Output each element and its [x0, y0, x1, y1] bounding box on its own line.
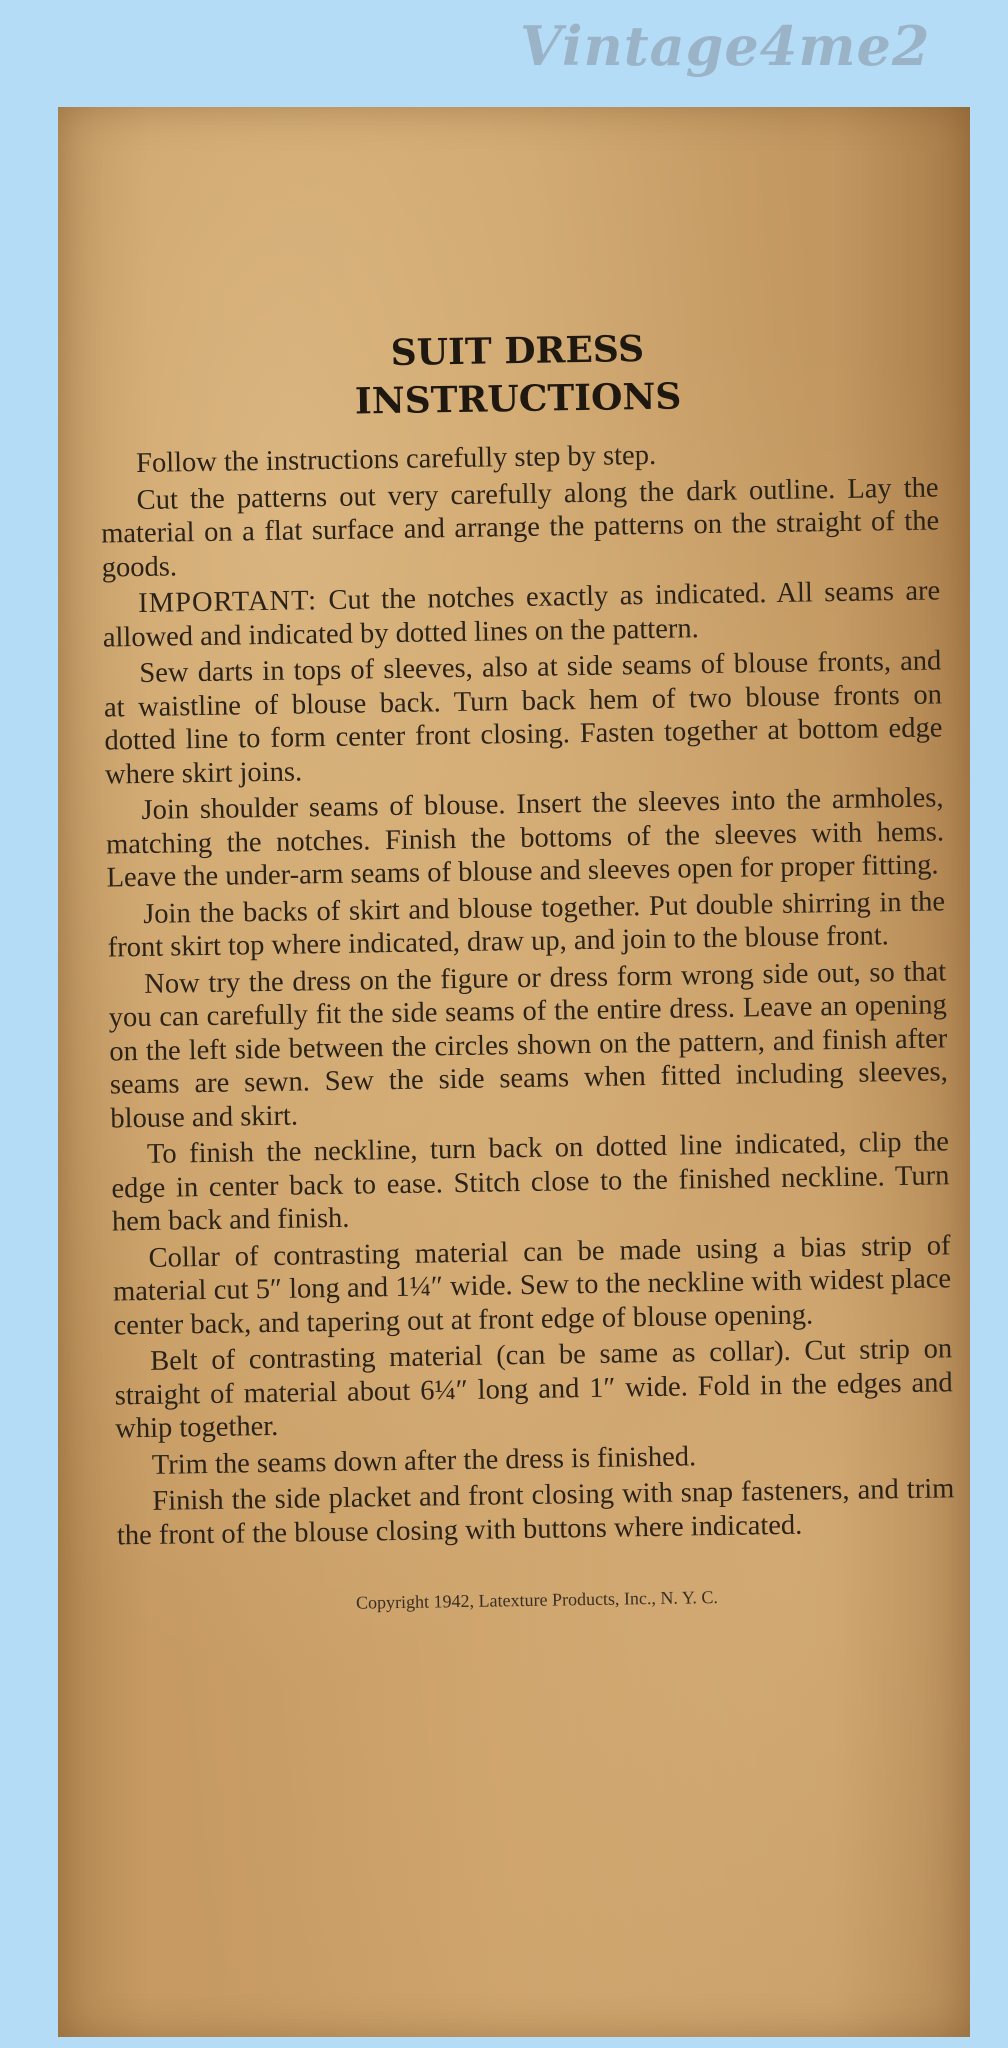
important-paragraph: IMPORTANT: Cut the notches exactly as indicated. All seams are allowed and indicated by dotted lines on the pattern. — [102, 575, 941, 654]
important-label: IMPORTANT: — [138, 585, 318, 619]
title-line-1: SUIT DRESS — [390, 328, 645, 374]
instruction-sheet — [58, 107, 970, 2037]
instruction-text — [98, 320, 956, 1617]
instruction-paragraph: Belt of contrasting material (can be same as collar). Cut strip on straight of material about 6¼″ long and 1″ wide. Fold in the edges and whip together. — [114, 1333, 953, 1445]
instruction-paragraph: Now try the dress on the figure or dress form wrong side out, so that you can carefully fit the side seams of the entire dress. Leave an opening on the left side between the circles shown on the pattern, and finish after seams are sewn. Sew the side seams when fitted including sleeves, blouse and skirt. — [108, 955, 948, 1134]
watermark-logo: Vintage4me2 — [520, 14, 931, 78]
instruction-paragraph: Finish the side placket and front closing with snap fasteners, and trim the front of the blouse closing with buttons where indicated. — [116, 1473, 955, 1551]
title-line-2: INSTRUCTIONS — [354, 375, 682, 423]
instruction-paragraph: Cut the patterns out very carefully along the dark outline. Lay the material on a flat surface and arrange the patterns on the straight of the goods. — [100, 471, 940, 584]
instruction-paragraph: To finish the neckline, turn back on dotted line indicated, clip the edge in center back to ease. Stitch close to the finished neckline. Turn hem back and finish. — [111, 1126, 950, 1238]
instruction-paragraph: Join the backs of skirt and blouse together. Put double shirring in the front skirt top where indicated, draw up, and join to the blouse front. — [107, 885, 946, 964]
instruction-paragraph: Collar of contrasting material can be made using a bias strip of material cut 5″ long and 1¼″ wide. Sew to the neckline with widest place center back, and tapering out at front edge of blouse opening. — [112, 1229, 952, 1341]
instruction-paragraph: Join shoulder seams of blouse. Insert the sleeves into the armholes, matching the notches. Finish the bottoms of the sleeves with hems. Leave the under-arm seams of blouse and sleeves open for proper fitting. — [105, 782, 945, 894]
instruction-paragraph: Sew darts in tops of sleeves, also at side seams of blouse fronts, and at waistline of blouse back. Turn back hem of two blouse fronts on dotted line to form center front closing. Fasten together at bottom edge where skirt joins. — [103, 645, 943, 791]
document-title — [98, 320, 937, 429]
instruction-paragraph: Trim the seams down after the dress is finished. — [151, 1440, 697, 1481]
instruction-paragraph: Follow the instructions carefully step by step. — [135, 439, 657, 479]
copyright-notice: Copyright 1942, Latexture Products, Inc., N. Y. C. — [355, 1587, 719, 1613]
